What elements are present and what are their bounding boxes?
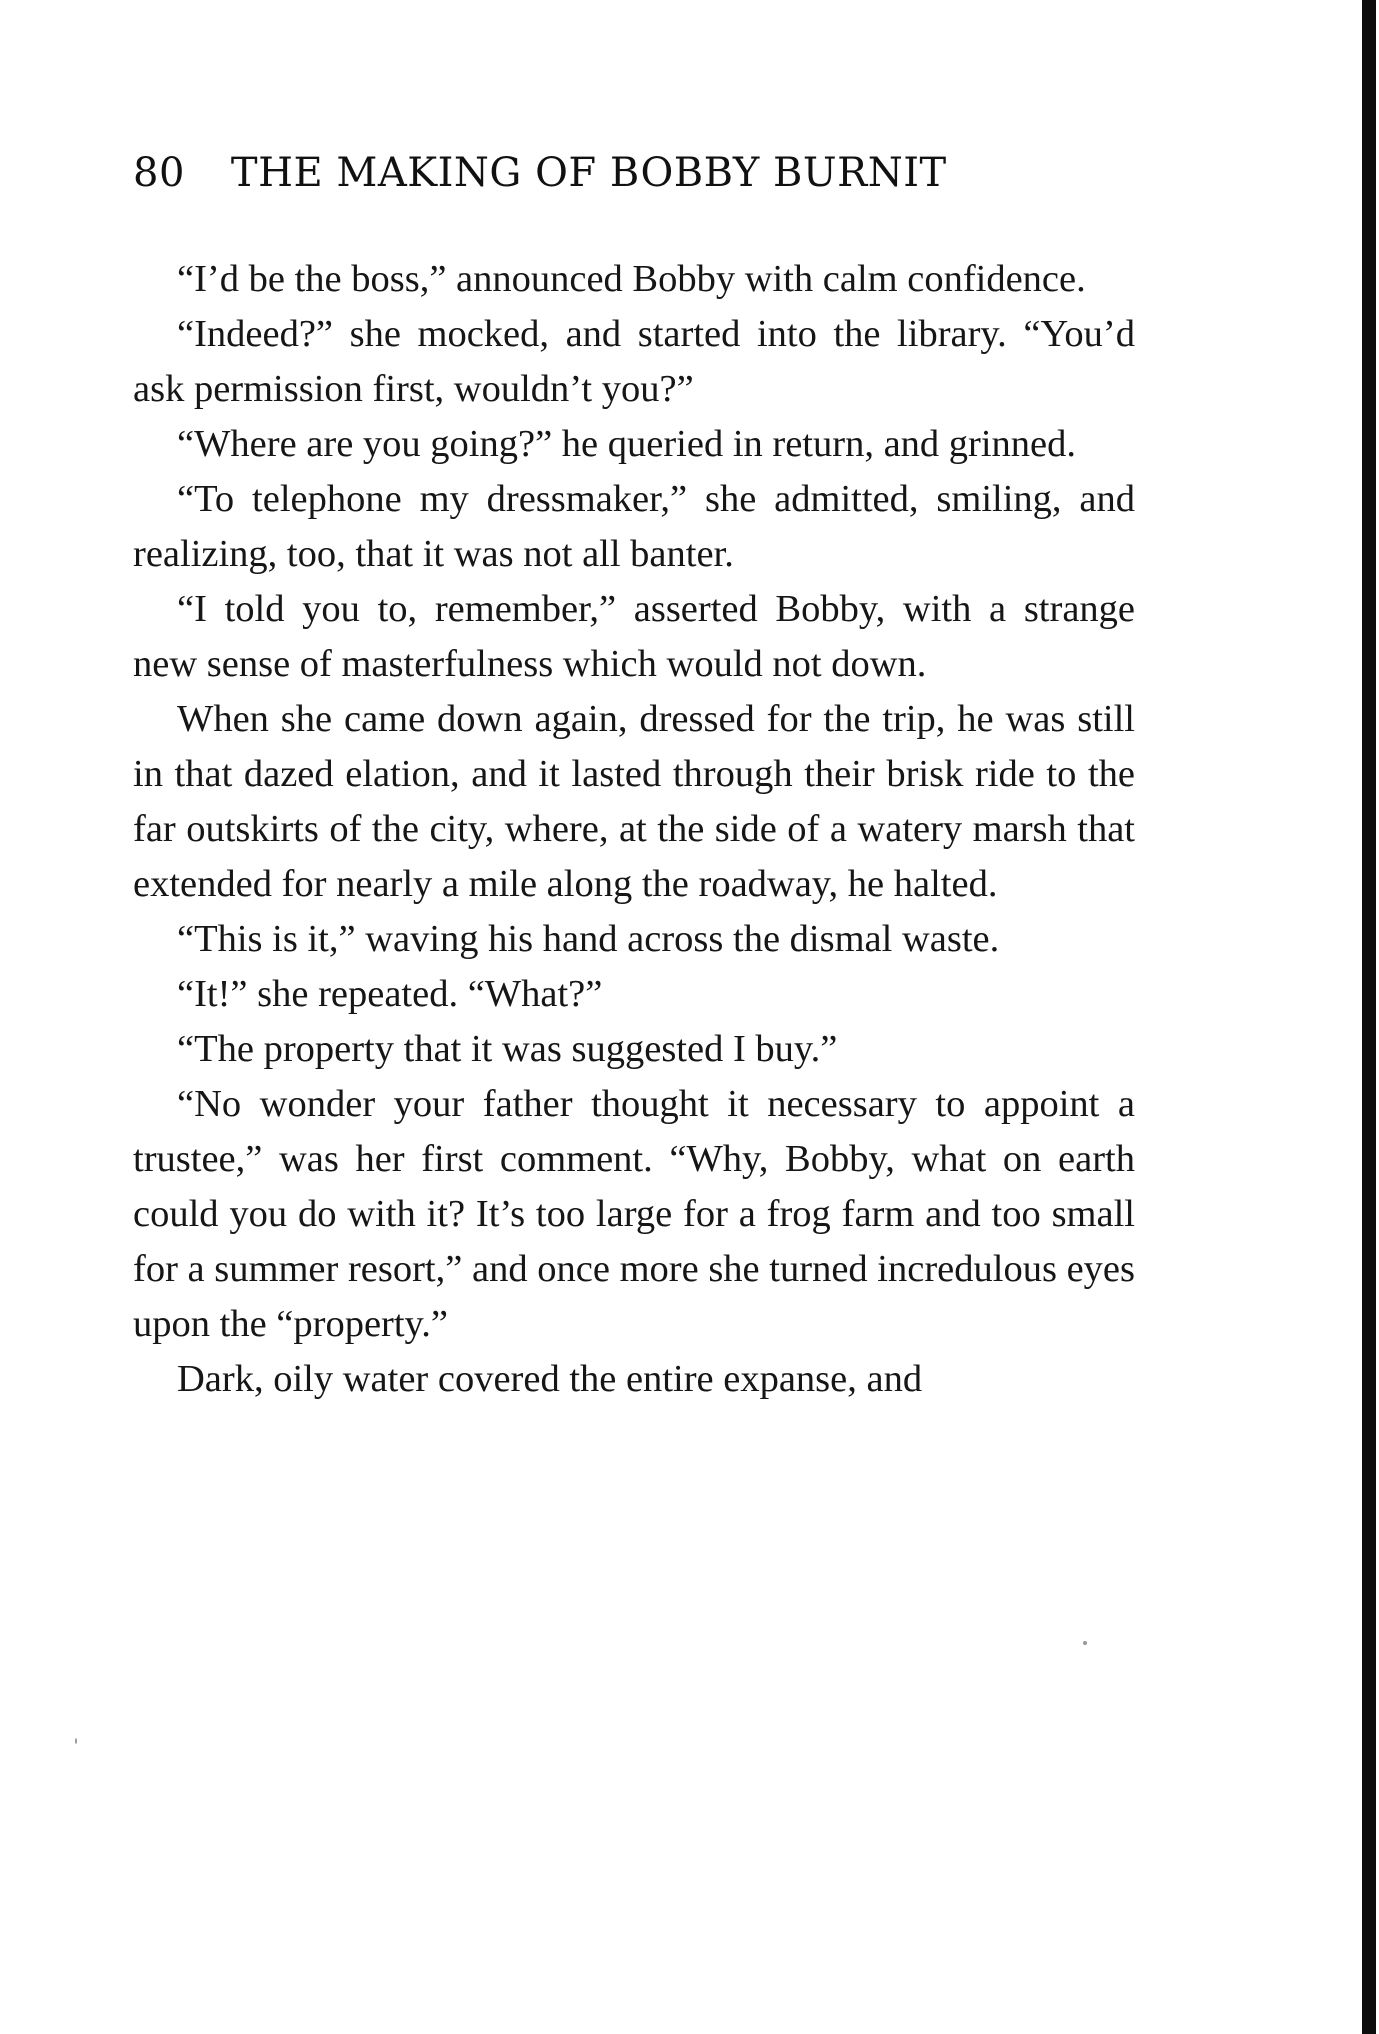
running-header [133,150,947,196]
speck [1083,1641,1087,1645]
running-title: THE MAKING OF BOBBY BURNIT [230,150,947,196]
paragraph: “To telephone my dressmaker,” she admitted, smiling, and realizing, too, that it was not all banter. [133,478,1135,575]
paragraph: “Indeed?” she mocked, and started into the library. “You’d ask permission first, wouldn’t you?” [133,313,1135,410]
paragraph: Dark, oily water covered the entire expanse, and [177,1358,923,1400]
paragraph: “This is it,” waving his hand across the dismal waste. [177,918,1000,960]
body-text [133,252,1135,1407]
paragraph: “I told you to, remember,” asserted Bobby, with a strange new sense of masterfulness which would not down. [133,588,1135,685]
paragraph: “The property that it was suggested I buy.” [177,1028,838,1070]
paragraph: “It!” she repeated. “What?” [177,973,603,1015]
speck [75,1738,77,1744]
page-number: 80 [133,150,185,196]
paragraph: “No wonder your father thought it necessary to appoint a trustee,” was her first comment. “Why, Bobby, what on earth could you do with it? It’s too large for a frog farm and too small for a summer resort,” and once more she turned incredulous eyes upon the “property.” [133,1083,1135,1345]
paragraph: When she came down again, dressed for the trip, he was still in that dazed elation, and it lasted through their brisk ride to the far outskirts of the city, where, at the side of a watery marsh that extended for nearly a mile along the roadway, he halted. [133,698,1135,905]
paragraph: “Where are you going?” he queried in return, and grinned. [177,423,1077,465]
page-edge-shadow [1362,0,1376,2034]
paragraph: “I’d be the boss,” announced Bobby with calm confidence. [177,258,1086,300]
